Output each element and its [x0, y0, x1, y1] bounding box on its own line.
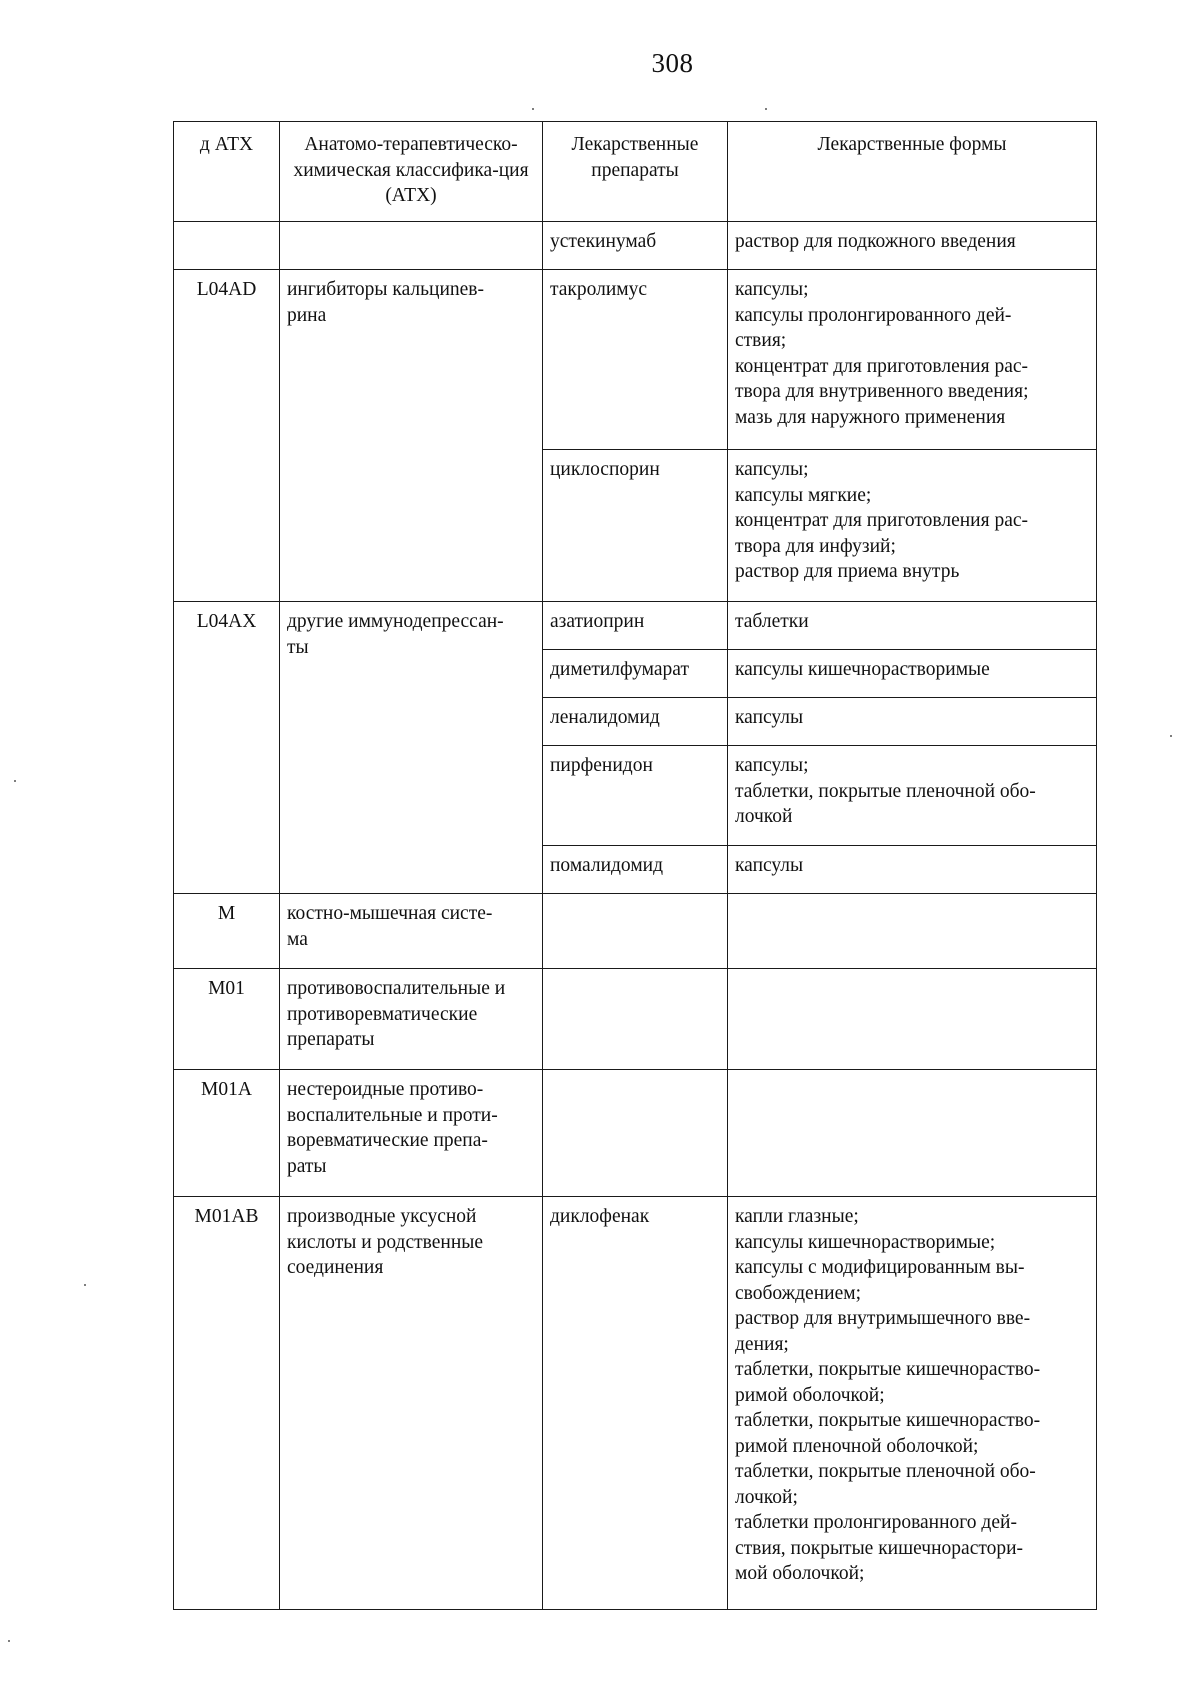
dosage-forms-cell [728, 222, 1097, 270]
dosage-form-line: таблетки, покрытые кишечнораство- [735, 1359, 1041, 1380]
scan-speck [1170, 735, 1172, 737]
classification-line: раты [287, 1155, 327, 1177]
dosage-form-line: мазь для наружного применения [735, 406, 1006, 428]
dosage-form-line: капсулы [735, 707, 804, 728]
dosage-form-line: твора для инфузий; [735, 535, 896, 557]
dosage-form-line: таблетки пролонгированного дей- [735, 1512, 1017, 1533]
dosage-forms-cell [728, 969, 1097, 1070]
dosage-form-line: капсулы с модифицированным вы- [735, 1257, 1025, 1278]
drug-name-cell: леналидомид [543, 698, 728, 746]
scan-speck [532, 108, 534, 110]
dosage-form-line: концентрат для приготовления рас- [735, 510, 1028, 531]
dosage-form-line: таблетки, покрытые пленочной обо- [735, 1461, 1036, 1482]
dosage-form-line: лочкой [735, 806, 793, 827]
classification-line: производные уксусной [287, 1206, 477, 1227]
header-drugs: Лекарственные препараты [543, 122, 728, 222]
atx-classification-cell [280, 222, 543, 270]
scan-speck [14, 780, 16, 782]
classification-line: рина [287, 304, 327, 326]
dosage-forms-cell [728, 698, 1097, 746]
drug-name-cell [543, 969, 728, 1070]
classification-line: другие иммунодепрессан- [287, 611, 504, 632]
dosage-form-line: дения; [735, 1333, 789, 1355]
classification-line: противовоспалительные и [287, 978, 506, 999]
dosage-form-line: капсулы; [735, 755, 809, 776]
dosage-form-line: мой оболочкой; [735, 1563, 865, 1584]
dosage-forms-cell [728, 846, 1097, 894]
drug-name-cell [543, 894, 728, 969]
atx-code-cell: L04AX [174, 602, 280, 894]
classification-line: воспалительные и проти- [287, 1104, 498, 1126]
dosage-forms-cell [728, 602, 1097, 650]
header-atx-code: д АТХ [174, 122, 280, 222]
dosage-form-line: таблетки [735, 611, 809, 632]
scan-speck [8, 1640, 10, 1642]
dosage-form-line: капсулы [735, 855, 804, 876]
header-atx-classification: Анатомо-терапевтическо-химическая классифика-ция (АТХ) [280, 122, 543, 222]
drug-name-cell [543, 1070, 728, 1197]
classification-line: препараты [287, 1029, 375, 1050]
dosage-form-line: капсулы; [735, 459, 809, 480]
drug-name-cell: пирфенидон [543, 746, 728, 846]
dosage-form-line: капсулы; [735, 279, 809, 300]
drug-name-cell: диметилфумарат [543, 650, 728, 698]
table-row [174, 222, 1097, 270]
scan-speck [84, 1284, 86, 1286]
atx-classification-cell [280, 602, 543, 894]
dosage-form-line: раствор для внутримышечного вве- [735, 1308, 1031, 1329]
classification-line: ты [287, 636, 309, 658]
table-row [174, 1070, 1097, 1197]
table-row [174, 270, 1097, 450]
table-row [174, 602, 1097, 650]
dosage-form-line: твора для внутривенного введения; [735, 381, 1029, 402]
classification-line: ингибиторы кальциnев- [287, 279, 485, 300]
dosage-form-line: капсулы кишечнорастворимые [735, 659, 990, 680]
dosage-form-line: таблетки, покрытые пленочной обо- [735, 780, 1036, 802]
table-row [174, 894, 1097, 969]
classification-line: нестероидные противо- [287, 1079, 484, 1100]
dosage-forms-cell [728, 450, 1097, 602]
dosage-forms-cell [728, 650, 1097, 698]
dosage-forms-cell [728, 1197, 1097, 1610]
dosage-form-line: капсулы мягкие; [735, 484, 872, 506]
dosage-form-line: ствия; [735, 330, 787, 351]
dosage-form-line: римой оболочкой; [735, 1384, 885, 1406]
atx-code-cell: M01AB [174, 1197, 280, 1610]
drug-name-cell: помалидомид [543, 846, 728, 894]
classification-line: противоревматические [287, 1003, 478, 1025]
classification-line: костно-мышечная систе- [287, 903, 493, 924]
atx-classification-cell [280, 270, 543, 602]
atx-code-cell: M [174, 894, 280, 969]
dosage-form-line: таблетки, покрытые кишечнораство- [735, 1410, 1041, 1431]
classification-line: воревматические препа- [287, 1130, 488, 1151]
dosage-form-line: римой пленочной оболочкой; [735, 1435, 979, 1457]
drug-name-cell: циклоспорин [543, 450, 728, 602]
table-body [174, 222, 1097, 1610]
atx-code-cell: L04AD [174, 270, 280, 602]
classification-line: ма [287, 928, 308, 950]
table-row [174, 1197, 1097, 1610]
table-row [174, 969, 1097, 1070]
atx-code-cell: M01A [174, 1070, 280, 1197]
atx-classification-cell [280, 1197, 543, 1610]
dosage-form-line: раствор для приема внутрь [735, 561, 960, 582]
atx-classification-cell [280, 894, 543, 969]
atx-drug-table [173, 121, 1097, 1610]
dosage-form-line: капсулы пролонгированного дей- [735, 304, 1012, 326]
dosage-form-line: капли глазные; [735, 1206, 859, 1227]
atx-code-cell: M01 [174, 969, 280, 1070]
dosage-form-line: раствор для подкожного введения [735, 231, 1016, 252]
dosage-forms-cell [728, 1070, 1097, 1197]
scan-speck [765, 108, 767, 110]
drug-name-cell: диклофенак [543, 1197, 728, 1610]
table-header-row [174, 122, 1097, 222]
dosage-forms-cell [728, 746, 1097, 846]
dosage-forms-cell [728, 270, 1097, 450]
drug-name-cell: азатиоприн [543, 602, 728, 650]
header-dosage-forms: Лекарственные формы [728, 122, 1097, 222]
dosage-form-line: лочкой; [735, 1486, 798, 1508]
atx-classification-cell [280, 1070, 543, 1197]
atx-classification-cell [280, 969, 543, 1070]
drug-name-cell: такролимус [543, 270, 728, 450]
classification-line: кислоты и родственные [287, 1231, 484, 1253]
atx-code-cell [174, 222, 280, 270]
dosage-form-line: свобождением; [735, 1282, 861, 1304]
classification-line: соединения [287, 1257, 384, 1278]
dosage-form-line: ствия, покрытые кишечнорастори- [735, 1537, 1024, 1559]
dosage-form-line: капсулы кишечнорастворимые; [735, 1231, 996, 1253]
dosage-forms-cell [728, 894, 1097, 969]
dosage-form-line: концентрат для приготовления рас- [735, 355, 1028, 377]
drug-name-cell: устекинумаб [543, 222, 728, 270]
page-number: 308 [651, 48, 694, 78]
